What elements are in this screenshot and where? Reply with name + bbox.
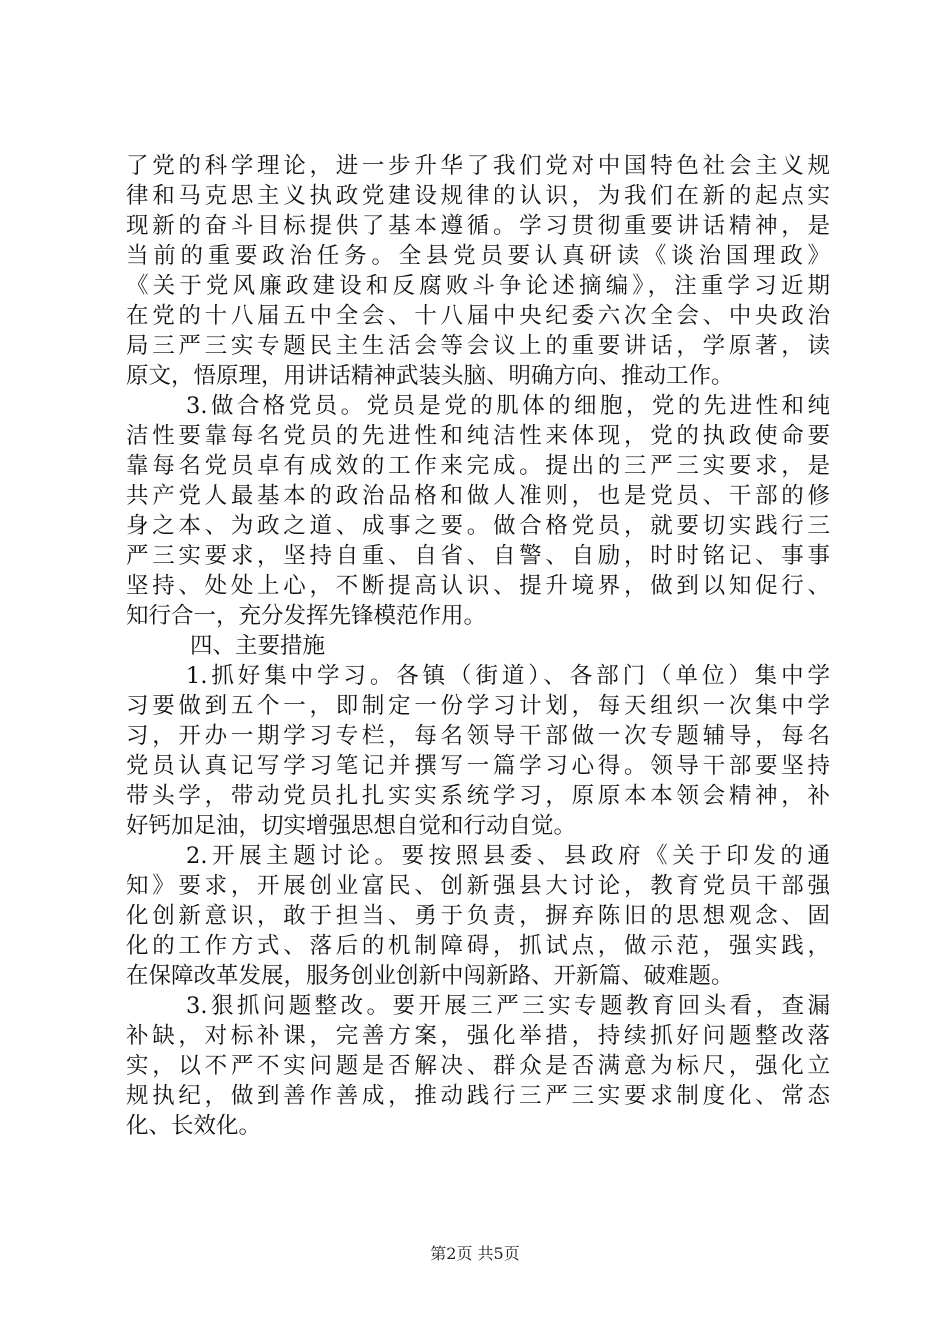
text-line: 原文，悟原理，用讲话精神武装头脑、明确方向、推动工作。 — [126, 363, 734, 389]
text-line: 带头学，带动党员扎扎实实系统学习，原原本本领会精神，补 — [126, 783, 830, 809]
text-line: 洁性要靠每名党员的先进性和纯洁性来体现，党的执政使命要 — [126, 423, 830, 449]
text-line: 习要做到五个一，即制定一份学习计划，每天组织一次集中学 — [126, 693, 830, 719]
text-line: 局三严三实专题民主生活会等会议上的重要讲话，学原著，读 — [126, 333, 830, 359]
paragraph-start-line: 1.抓好集中学习。各镇（街道）、各部门（单位）集中学 — [186, 663, 830, 689]
text-line: 补缺，对标补课，完善方案，强化举措，持续抓好问题整改落 — [126, 1023, 830, 1049]
text-line: 当前的重要政治任务。全县党员要认真研读《谈治国理政》 — [126, 243, 830, 269]
text-line: 律和马克思主义执政党建设规律的认识，为我们在新的起点实 — [126, 183, 830, 209]
text-line: 化、长效化。 — [126, 1113, 262, 1139]
section-heading: 四、主要措施 — [190, 633, 326, 659]
text-line: 党员认真记写学习笔记并撰写一篇学习心得。领导干部要坚持 — [126, 753, 830, 779]
text-line: 化创新意识，敢于担当、勇于负责，摒弃陈旧的思想观念、固 — [126, 903, 830, 929]
text-line: 实，以不严不实问题是否解决、群众是否满意为标尺，强化立 — [126, 1053, 830, 1079]
page-number-footer: 第2页 共5页 — [430, 1244, 520, 1263]
text-line: 现新的奋斗目标提供了基本遵循。学习贯彻重要讲话精神，是 — [126, 213, 830, 239]
text-line: 习，开办一期学习专栏，每名领导干部做一次专题辅导，每名 — [126, 723, 830, 749]
paragraph-start-line: 2.开展主题讨论。要按照县委、县政府《关于印发的通 — [186, 843, 830, 869]
text-line: 坚持、处处上心，不断提高认识、提升境界，做到以知促行、 — [126, 573, 830, 599]
text-line: 规执纪，做到善作善成，推动践行三严三实要求制度化、常态 — [126, 1083, 830, 1109]
text-line: 在保障改革发展，服务创业创新中闯新路、开新篇、破难题。 — [126, 963, 734, 989]
text-line: 在党的十八届五中全会、十八届中央纪委六次全会、中央政治 — [126, 303, 830, 329]
text-line: 《关于党风廉政建设和反腐败斗争论述摘编》，注重学习近期 — [126, 273, 830, 299]
text-line: 好钙加足油，切实增强思想自觉和行动自觉。 — [126, 813, 577, 839]
text-line: 严三实要求，坚持自重、自省、自警、自励，时时铭记、事事 — [126, 543, 830, 569]
paragraph-start-line: 3.狠抓问题整改。要开展三严三实专题教育回头看，查漏 — [186, 993, 830, 1019]
text-line: 共产党人最基本的政治品格和做人准则，也是党员、干部的修 — [126, 483, 830, 509]
text-line: 靠每名党员卓有成效的工作来完成。提出的三严三实要求，是 — [126, 453, 830, 479]
text-line: 了党的科学理论，进一步升华了我们党对中国特色社会主义规 — [126, 153, 830, 179]
paragraph-start-line: 3.做合格党员。党员是党的肌体的细胞，党的先进性和纯 — [186, 393, 830, 419]
document-body — [126, 151, 830, 1141]
text-line: 化的工作方式、落后的机制障碍，抓试点，做示范，强实践， — [126, 933, 830, 959]
text-line: 知》要求，开展创业富民、创新强县大讨论，教育党员干部强 — [126, 873, 830, 899]
text-line: 身之本、为政之道、成事之要。做合格党员，就要切实践行三 — [126, 513, 830, 539]
text-line: 知行合一，充分发挥先锋模范作用。 — [126, 603, 487, 629]
